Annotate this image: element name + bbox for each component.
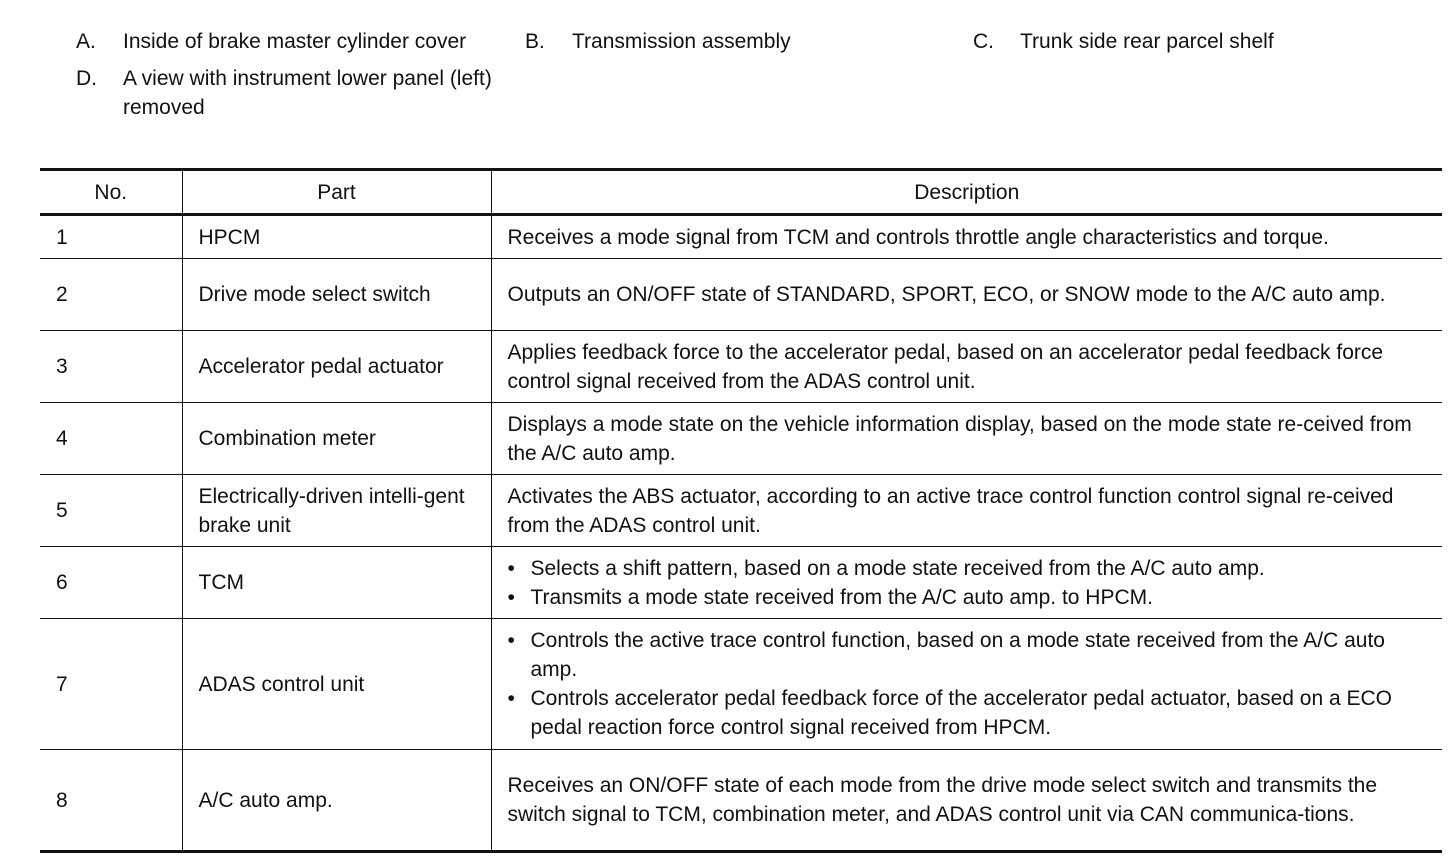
legend-letter: B.	[525, 30, 545, 53]
bullet-glyph: •	[507, 585, 515, 609]
description-bullet-list	[508, 626, 1443, 742]
bullet-text: Transmits a mode state received from the A/C auto amp. to HPCM.	[530, 585, 1153, 609]
row-part: Electrically-driven intelli-gent brake unit	[182, 475, 491, 547]
description-text: Displays a mode state on the vehicle information display, based on the mode state re-ceived from the A/C auto amp.	[507, 412, 1412, 465]
row-description	[491, 215, 1442, 259]
legend-letter: D.	[76, 67, 97, 90]
row-number: 7	[40, 619, 182, 750]
bullet-item	[508, 626, 1443, 684]
table-row	[40, 215, 1442, 259]
table-header-row	[40, 170, 1442, 215]
bullet-item	[508, 554, 1443, 583]
row-description	[491, 403, 1442, 475]
bullet-glyph: •	[507, 556, 515, 580]
table-row	[40, 259, 1442, 331]
row-part: Accelerator pedal actuator	[182, 331, 491, 403]
row-number: 6	[40, 547, 182, 619]
legend-item-d	[76, 64, 503, 122]
row-description	[491, 547, 1442, 619]
bullet-text: Controls accelerator pedal feedback force of the accelerator pedal actuator, based on a ECO pedal reaction force control signal received from HPCM.	[530, 687, 1393, 739]
row-part: A/C auto amp.	[182, 750, 491, 852]
bullet-item	[508, 684, 1443, 742]
row-part: Drive mode select switch	[182, 259, 491, 331]
bullet-text: Controls the active trace control function, based on a mode state received from the A/C auto amp.	[530, 629, 1385, 681]
header-no: No.	[40, 170, 182, 215]
legend-item-a	[76, 27, 466, 56]
row-number: 8	[40, 750, 182, 852]
row-description	[491, 475, 1442, 547]
row-part: ADAS control unit	[182, 619, 491, 750]
bullet-glyph: •	[507, 687, 515, 710]
table-row	[40, 750, 1442, 852]
table-row	[40, 547, 1442, 619]
legend-text: Transmission assembly	[572, 30, 791, 53]
legend-item-b	[525, 27, 791, 56]
table-row	[40, 619, 1442, 750]
description-text: Activates the ABS actuator, according to an active trace control function control signal re-ceived from the ADAS control unit.	[507, 484, 1394, 537]
table-row	[40, 331, 1442, 403]
legend-text: Inside of brake master cylinder cover	[123, 30, 467, 53]
row-description	[491, 331, 1442, 403]
legend-item-c	[973, 27, 1274, 56]
table-row	[40, 475, 1442, 547]
description-text: Receives a mode signal from TCM and controls throttle angle characteristics and torque.	[507, 225, 1329, 249]
row-part: HPCM	[182, 215, 491, 259]
legend-letter: A.	[76, 30, 96, 53]
parts-table	[40, 168, 1442, 853]
bullet-item	[508, 583, 1443, 612]
row-number: 2	[40, 259, 182, 331]
legend-text: A view with instrument lower panel (left) removed	[123, 67, 492, 119]
row-description	[491, 619, 1442, 750]
legend-letter: C.	[973, 30, 994, 53]
description-text: Applies feedback force to the accelerator pedal, based on an accelerator pedal feedback force control signal received from the ADAS control unit.	[507, 340, 1384, 393]
row-number: 3	[40, 331, 182, 403]
description-bullet-list	[508, 554, 1443, 612]
description-text: Outputs an ON/OFF state of STANDARD, SPORT, ECO, or SNOW mode to the A/C auto amp.	[507, 283, 1386, 306]
row-description	[491, 259, 1442, 331]
header-part: Part	[182, 170, 491, 215]
row-part: Combination meter	[182, 403, 491, 475]
row-part: TCM	[182, 547, 491, 619]
bullet-text: Selects a shift pattern, based on a mode state received from the A/C auto amp.	[530, 556, 1265, 580]
row-number: 1	[40, 215, 182, 259]
description-text: Receives an ON/OFF state of each mode from the drive mode select switch and transmits the switch signal to TCM, combination meter, and ADAS control unit via CAN communica-tions.	[507, 774, 1378, 826]
row-description	[491, 750, 1442, 852]
table-row	[40, 403, 1442, 475]
row-number: 5	[40, 475, 182, 547]
bullet-glyph: •	[507, 629, 515, 652]
header-description: Description	[491, 170, 1442, 215]
row-number: 4	[40, 403, 182, 475]
legend-text: Trunk side rear parcel shelf	[1020, 30, 1274, 53]
